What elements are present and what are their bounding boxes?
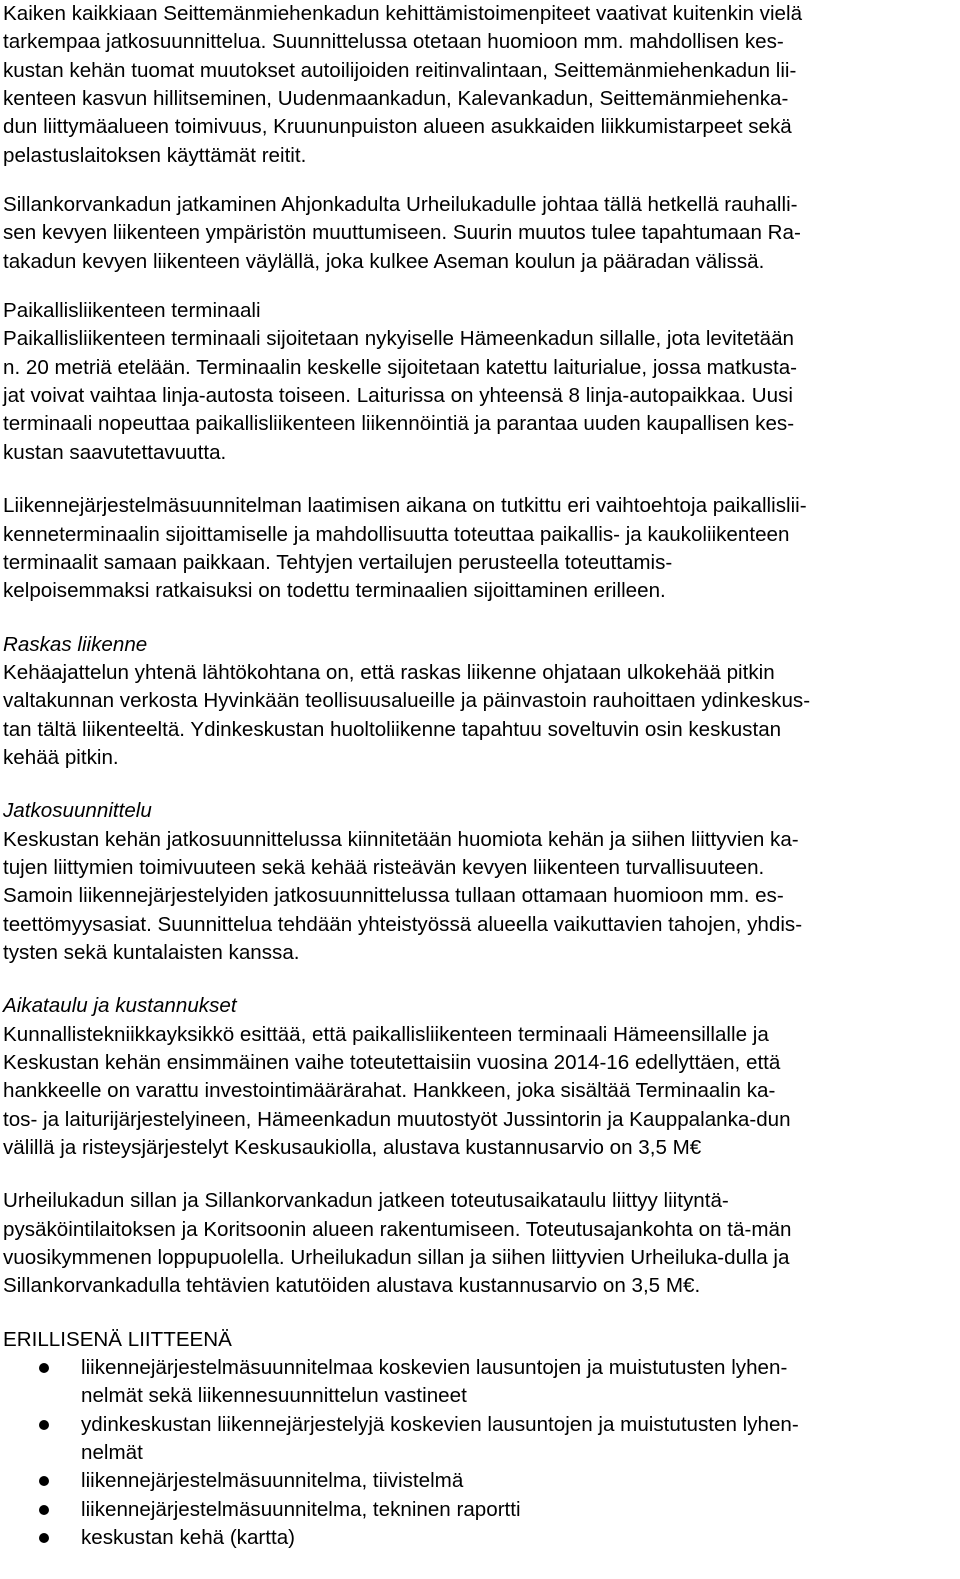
paragraph-sillankorvankatu: [3, 191, 956, 276]
text-line: kenteen kasvun hillitseminen, Uudenmaankadun, Kalevankadun, Seittemänmiehenka-: [3, 87, 789, 111]
text-line: terminaali nopeuttaa paikallisliikenteen liikennöintiä ja parantaa uuden kaupallisen kes-: [3, 412, 795, 436]
section-heading: Raskas liikenne: [3, 632, 148, 656]
text-line: välillä ja risteysjärjestelyt Keskusaukiolla, alustava kustannusarvio on 3,5 M€: [3, 1136, 702, 1160]
text-line: kustan saavutettavuutta.: [3, 440, 227, 464]
list-item: [3, 1354, 956, 1411]
attachment-list: [3, 1354, 956, 1552]
bullet-icon: [39, 1476, 49, 1486]
paragraph-urheilukadun-silta: [3, 1187, 956, 1300]
list-item: [3, 1467, 956, 1495]
paragraph-paikallisliikenteen-terminaali: [3, 297, 956, 467]
text-line: Kaiken kaikkiaan Seittemänmiehenkadun kehittämistoimenpiteet vaativat kuitenkin vielä: [3, 2, 803, 25]
text-line: teettömyysasiat. Suunnittelua tehdään yhteistyössä alueella vaikuttavien tahojen, yhdis-: [3, 912, 803, 936]
text-line: Sillankorvankadun jatkaminen Ahjonkadulta Urheilukadulle johtaa tällä hetkellä rauhalli-: [3, 193, 798, 217]
text-line: kenneterminaalin sijoittamiselle ja mahdollisuutta toteuttaa paikallis- ja kaukoliikenteen: [3, 522, 790, 546]
text-line: tan tältä liikenteeltä. Ydinkeskustan huoltoliikenne tapahtuu soveltuvin osin keskustan: [3, 717, 782, 741]
text-line: tos- ja laiturijärjestelyineen, Hämeenkadun muutostyöt Jussintorin ja Kauppalanka-dun: [3, 1107, 791, 1131]
text-line: kustan kehän tuomat muutokset autoilijoiden reitinvalintaan, Seittemänmiehenkadun lii-: [3, 58, 797, 82]
text-line: kelpoisemmaksi ratkaisuksi on todettu terminaalien sijoittaminen erilleen.: [3, 579, 666, 603]
section-heading: Paikallisliikenteen terminaali: [3, 299, 261, 323]
text-line: kehää pitkin.: [3, 745, 119, 769]
text-line: Sillankorvankadulla tehtävien katutöiden alustava kustannusarvio on 3,5 M€.: [3, 1274, 701, 1298]
text-line: sen kevyen liikenteen ympäristön muuttumiseen. Suurin muutos tulee tapahtumaan Ra-: [3, 221, 801, 245]
text-line: Keskustan kehän jatkosuunnittelussa kiinnitetään huomiota kehän ja siihen liittyvien ka-: [3, 827, 799, 851]
text-line: Liikennejärjestelmäsuunnitelman laatimisen aikana on tutkittu eri vaihtoehtoja paikallislii-: [3, 494, 807, 518]
text-line: hankkeelle on varattu investointimäärärahat. Hankkeen, joka sisältää Terminaalin ka-: [3, 1079, 776, 1103]
bullet-icon: [39, 1420, 49, 1430]
text-line: valtakunnan verkosta Hyvinkään teollisuusalueille ja päinvastoin rauhoittaen ydinkeskus-: [3, 689, 811, 713]
paragraph-terminaalin-sijoitus: [3, 492, 956, 605]
list-item-text: liikennejärjestelmäsuunnitelma, tekninen raportti: [81, 1497, 521, 1521]
text-line: tysten sekä kuntalaisten kanssa.: [3, 940, 300, 964]
text-line: vuosikymmenen loppupuolella. Urheilukadun sillan ja siihen liittyvien Urheiluka-dulla ja: [3, 1246, 790, 1270]
text-line: tujen liittymien toimivuuteen sekä kehää risteävän kevyen liikenteen turvallisuuteen.: [3, 855, 765, 879]
section-aikataulu-ja-kustannukset: [3, 992, 956, 1162]
list-item-text: liikennejärjestelmäsuunnitelma, tiivistelmä: [81, 1469, 464, 1493]
text-line: pysäköintilaitoksen ja Koritsoonin alueen rakentumiseen. Toteutusajankohta on tä-män: [3, 1217, 792, 1241]
text-line: Urheilukadun sillan ja Sillankorvankadun jatkeen toteutusaikataulu liittyy liityntä-: [3, 1189, 729, 1213]
text-line: n. 20 metriä etelään. Terminaalin keskelle sijoitetaan katettu laiturialue, jossa matkusta-: [3, 355, 798, 379]
text-line: jat voivat vaihtaa linja-autosta toiseen. Laiturissa on yhteensä 8 linja-autopaikkaa. Uusi: [3, 384, 793, 408]
list-item-text: keskustan kehä (kartta): [81, 1526, 296, 1550]
text-line: Paikallisliikenteen terminaali sijoitetaan nykyiselle Hämeenkadun sillalle, jota levitetään: [3, 327, 794, 351]
text-line: Samoin liikennejärjestelyiden jatkosuunnittelussa tullaan ottamaan huomioon mm. es-: [3, 884, 784, 908]
text-line: pelastuslaitoksen käyttämät reitit.: [3, 143, 307, 167]
list-item: [3, 1411, 956, 1468]
text-line: Kehäajattelun yhtenä lähtökohtana on, että raskas liikenne ohjataan ulkokehää pitkin: [3, 660, 775, 684]
section-erillisena-liitteena: [3, 1326, 956, 1553]
list-item-text: ydinkeskustan liikennejärjestelyjä koskevien lausuntojen ja muistutusten lyhen-: [81, 1412, 799, 1436]
bullet-icon: [39, 1363, 49, 1373]
text-line: Kunnallistekniikkayksikkö esittää, että paikallisliikenteen terminaali Hämeensillalle ja: [3, 1022, 769, 1046]
list-item-text: nelmät: [81, 1441, 143, 1465]
section-raskas-liikenne: [3, 631, 956, 773]
text-line: dun liittymäalueen toimivuus, Kruununpuiston alueen asukkaiden liikkumistarpeet sekä: [3, 115, 792, 139]
list-item: [3, 1524, 956, 1552]
section-heading: ERILLISENÄ LIITTEENÄ: [3, 1327, 232, 1351]
bullet-icon: [39, 1533, 49, 1543]
section-jatkosuunnittelu: [3, 797, 956, 967]
section-heading: Aikataulu ja kustannukset: [3, 994, 237, 1018]
list-item: [3, 1496, 956, 1524]
paragraph-seittemanmiehenkatu: [3, 0, 956, 170]
section-heading: Jatkosuunnittelu: [3, 799, 152, 823]
list-item-text: nelmät sekä liikennesuunnittelun vastineet: [81, 1384, 467, 1408]
text-line: terminaalit samaan paikkaan. Tehtyjen vertailujen perusteella toteuttamis-: [3, 550, 673, 574]
text-line: tarkempaa jatkosuunnittelua. Suunnittelussa otetaan huomioon mm. mahdollisen kes-: [3, 30, 784, 54]
text-line: Keskustan kehän ensimmäinen vaihe toteutettaisiin vuosina 2014-16 edellyttäen, että: [3, 1051, 781, 1074]
list-item-text: liikennejärjestelmäsuunnitelmaa koskevien lausuntojen ja muistutusten lyhen-: [81, 1356, 788, 1380]
text-line: takadun kevyen liikenteen väylällä, joka kulkee Aseman koulun ja pääradan välissä.: [3, 249, 765, 273]
bullet-icon: [39, 1505, 49, 1515]
